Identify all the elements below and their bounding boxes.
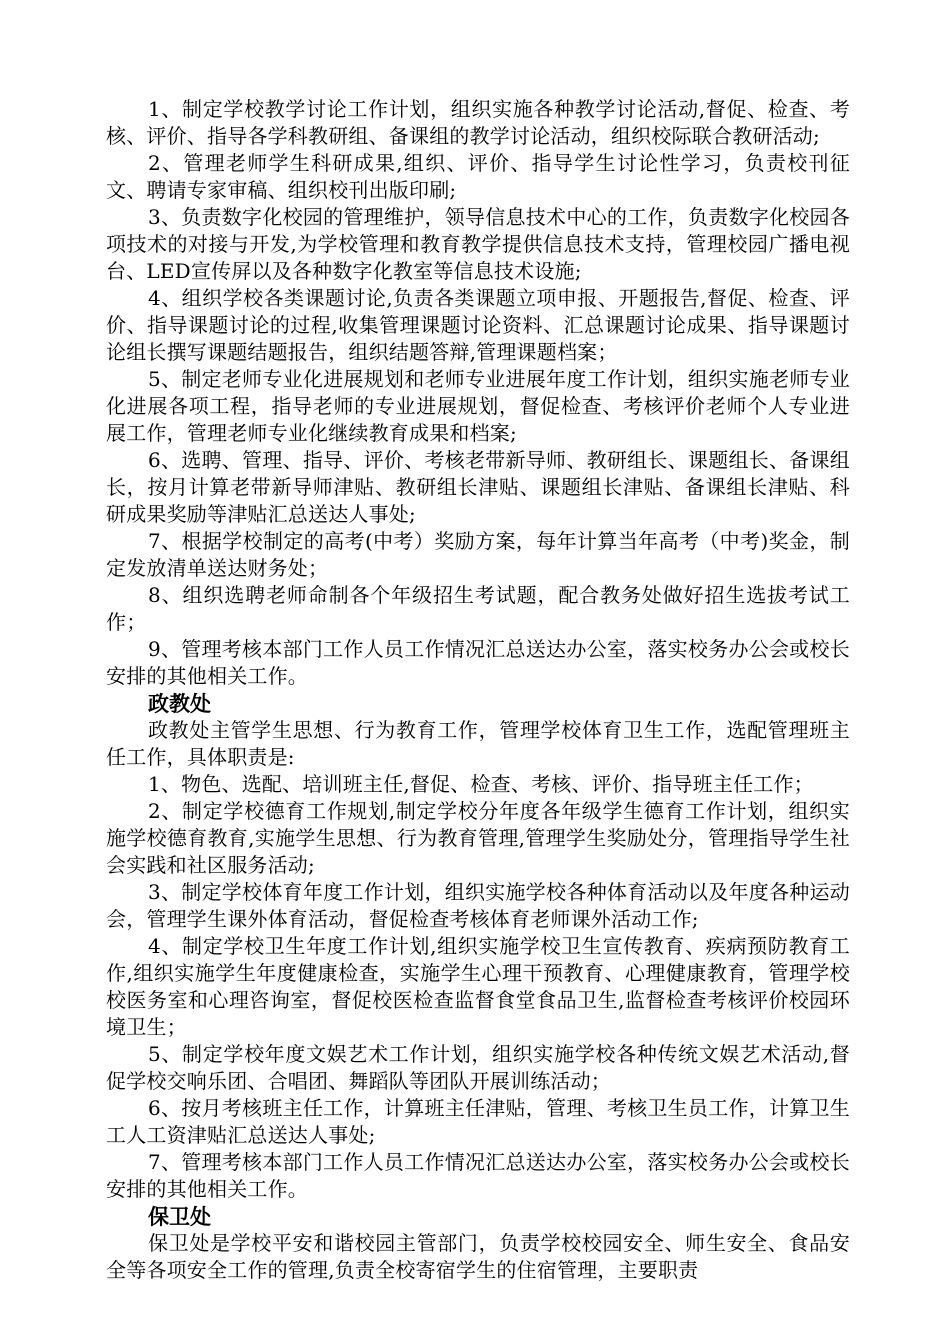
body-paragraph: 7、管理考核本部门工作人员工作情况汇总送达办公室，落实校务办公会或校长安排的其他相关工作。 bbox=[106, 1150, 850, 1201]
body-paragraph: 6、按月考核班主任工作，计算班主任津贴，管理、考核卫生员工作，计算卫生工人工资津贴汇总送达人事处; bbox=[106, 1096, 850, 1147]
body-paragraph: 2、管理老师学生科研成果,组织、评价、指导学生讨论性学习，负责校刊征文、聘请专家审稿、组织校刊出版印刷; bbox=[106, 151, 850, 202]
body-paragraph: 4、制定学校卫生年度工作计划,组织实施学校卫生宣传教育、疾病预防教育工作,组织实施学生年度健康检查，实施学生心理干预教育、心理健康教育，管理学校校医务室和心理咨询室，督促校医检查监督食堂食品卫生,监督检查考核评价校园环境卫生； bbox=[106, 934, 850, 1039]
body-paragraph: 3、制定学校体育年度工作计划，组织实施学校各种体育活动以及年度各种运动会，管理学生课外体育活动，督促检查考核体育老师课外活动工作; bbox=[106, 880, 850, 931]
body-paragraph: 9、管理考核本部门工作人员工作情况汇总送达办公室，落实校务办公会或校长安排的其他相关工作。 bbox=[106, 637, 850, 688]
body-paragraph: 5、制定老师专业化进展规划和老师专业进展年度工作计划，组织实施老师专业化进展各项工程，指导老师的专业进展规划，督促检查、考核评价老师个人专业进展工作，管理老师专业化继续教育成果和档案; bbox=[106, 367, 850, 445]
body-paragraph: 7、根据学校制定的高考(中考）奖励方案，每年计算当年高考（中考)奖金，制定发放清单送达财务处； bbox=[106, 529, 850, 580]
body-paragraph: 政教处主管学生思想、行为教育工作，管理学校体育卫生工作，选配管理班主任工作，具体职责是: bbox=[106, 718, 850, 769]
body-paragraph: 3、负责数字化校园的管理维护，领导信息技术中心的工作，负责数字化校园各项技术的对接与开发,为学校管理和教育教学提供信息技术支持，管理校园广播电视台、LED宣传屏以及各种数字化教室等信息技术设施; bbox=[106, 205, 850, 283]
body-paragraph: 1、物色、选配、培训班主任,督促、检查、考核、评价、指导班主任工作； bbox=[148, 772, 814, 796]
section-heading: 政教处 bbox=[148, 691, 211, 716]
body-paragraph: 保卫处是学校平安和谐校园主管部门，负责学校校园安全、师生安全、食品安全等各项安全工作的管理,负责全校寄宿学生的住宿管理，主要职责 bbox=[106, 1231, 850, 1282]
body-paragraph: 5、制定学校年度文娱艺术工作计划，组织实施学校各种传统文娱艺术活动,督促学校交响乐团、合唱团、舞蹈队等团队开展训练活动； bbox=[106, 1042, 850, 1093]
body-paragraph: 6、选聘、管理、指导、评价、考核老带新导师、教研组长、课题组长、备课组长，按月计算老带新导师津贴、教研组长津贴、课题组长津贴、备课组长津贴、科研成果奖励等津贴汇总送达人事处; bbox=[106, 448, 850, 526]
body-paragraph: 8、组织选聘老师命制各个年级招生考试题，配合教务处做好招生选拔考试工作； bbox=[106, 583, 850, 634]
body-paragraph: 1、制定学校教学讨论工作计划，组织实施各种教学讨论活动,督促、检查、考核、评价、指导各学科教研组、备课组的教学讨论活动，组织校际联合教研活动; bbox=[106, 97, 850, 148]
body-paragraph: 4、组织学校各类课题讨论,负责各类课题立项申报、开题报告,督促、检查、评价、指导课题讨论的过程,收集管理课题讨论资料、汇总课题讨论成果、指导课题讨论组长撰写课题结题报告，组织结题答辩,管理课题档案； bbox=[106, 286, 850, 364]
document-body bbox=[106, 96, 850, 1284]
section-heading: 保卫处 bbox=[148, 1204, 211, 1229]
body-paragraph: 2、制定学校德育工作规划,制定学校分年度各年级学生德育工作计划，组织实施学校德育教育,实施学生思想、行为教育管理,管理学生奖励处分，管理指导学生社会实践和社区服务活动; bbox=[106, 799, 850, 877]
